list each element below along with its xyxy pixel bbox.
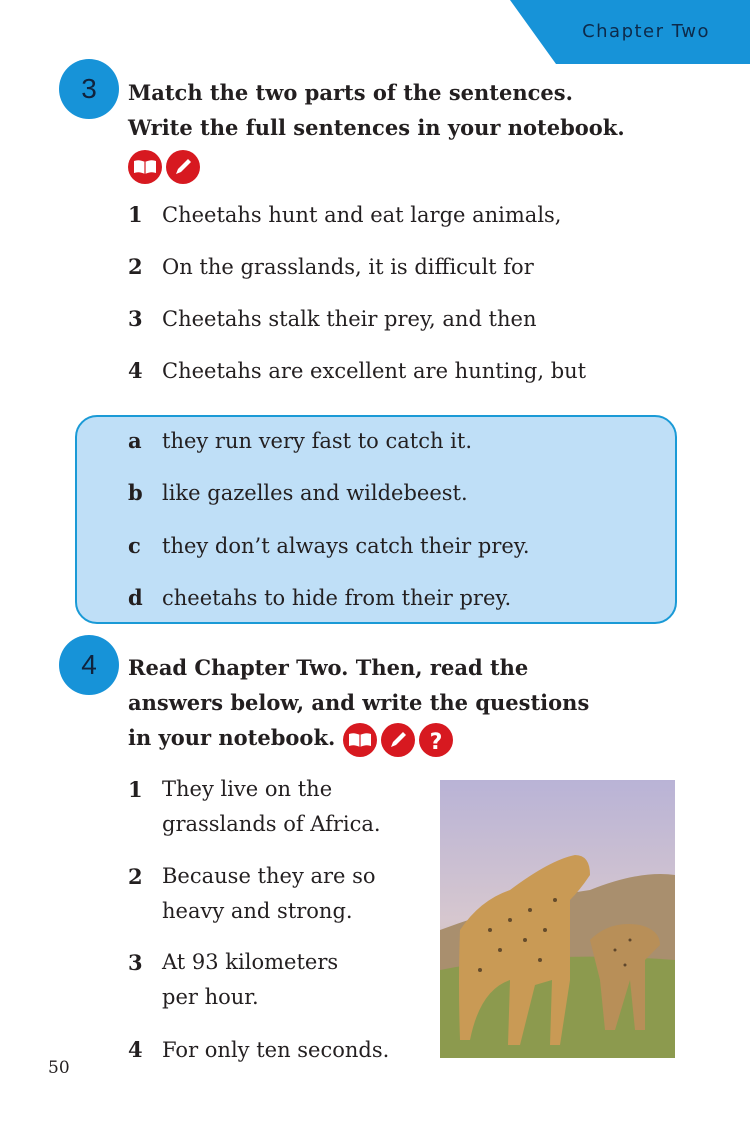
sentence-ending [128,580,511,616]
sentence-part [128,249,534,285]
sentence-part [128,197,561,233]
sentence-ending [128,423,472,459]
item-number: 1 [128,202,143,227]
item-number: 2 [128,254,143,279]
item-text: they don’t always catch their prey. [162,534,530,558]
heading-line: in your notebook. [128,725,336,750]
item-text: Because they are so heavy and strong. [162,864,376,923]
item-text: cheetahs to hide from their prey. [162,586,512,610]
sentence-ending [128,475,468,511]
sentence-part [128,301,536,337]
exercise-heading [128,75,625,184]
item-letter: c [128,533,141,558]
item-text: like gazelles and wildebeest. [162,481,468,505]
book-icon [128,150,162,184]
item-letter: b [128,480,143,505]
item-number: 4 [128,1037,143,1062]
heading-line: Read Chapter Two. Then, read the [128,655,529,680]
item-text: Cheetahs stalk their prey, and then [162,307,537,331]
chapter-tab-label: Chapter Two [582,21,710,42]
svg-text:?: ? [429,729,443,755]
item-number: 4 [128,358,143,383]
answer-item [128,772,412,842]
item-text: At 93 kilometers per hour. [162,950,339,1009]
item-text: Cheetahs hunt and eat large animals, [162,203,562,227]
item-letter: d [128,585,143,610]
item-letter: a [128,428,142,453]
answer-item [128,1032,389,1068]
item-number: 3 [128,950,143,975]
item-number: 1 [128,777,143,802]
item-text: they run very fast to catch it. [162,429,473,453]
cheetah-photo [440,780,675,1058]
heading-line: Match the two parts of the sentences. [128,80,573,105]
answer-item [128,859,392,929]
sentence-part [128,353,586,389]
page-number: 50 [48,1058,70,1078]
item-number: 3 [128,306,143,331]
question-icon [419,723,453,757]
heading-line: Write the full sentences in your notebook. [128,115,625,140]
book-icon [343,723,377,757]
item-text: On the grasslands, it is difficult for [162,255,534,279]
heading-line: answers below, and write the questions [128,690,590,715]
item-text: Cheetahs are excellent are hunting, but [162,359,587,383]
exercise-number-badge: 3 [59,59,119,119]
exercise-number-badge: 4 [59,635,119,695]
item-text: They live on the grasslands of Africa. [162,777,381,836]
exercise-heading [128,650,589,757]
item-text: For only ten seconds. [162,1038,390,1062]
pencil-icon [381,723,415,757]
sentence-ending [128,528,530,564]
answer-item [128,945,362,1015]
pencil-icon [166,150,200,184]
item-number: 2 [128,864,143,889]
